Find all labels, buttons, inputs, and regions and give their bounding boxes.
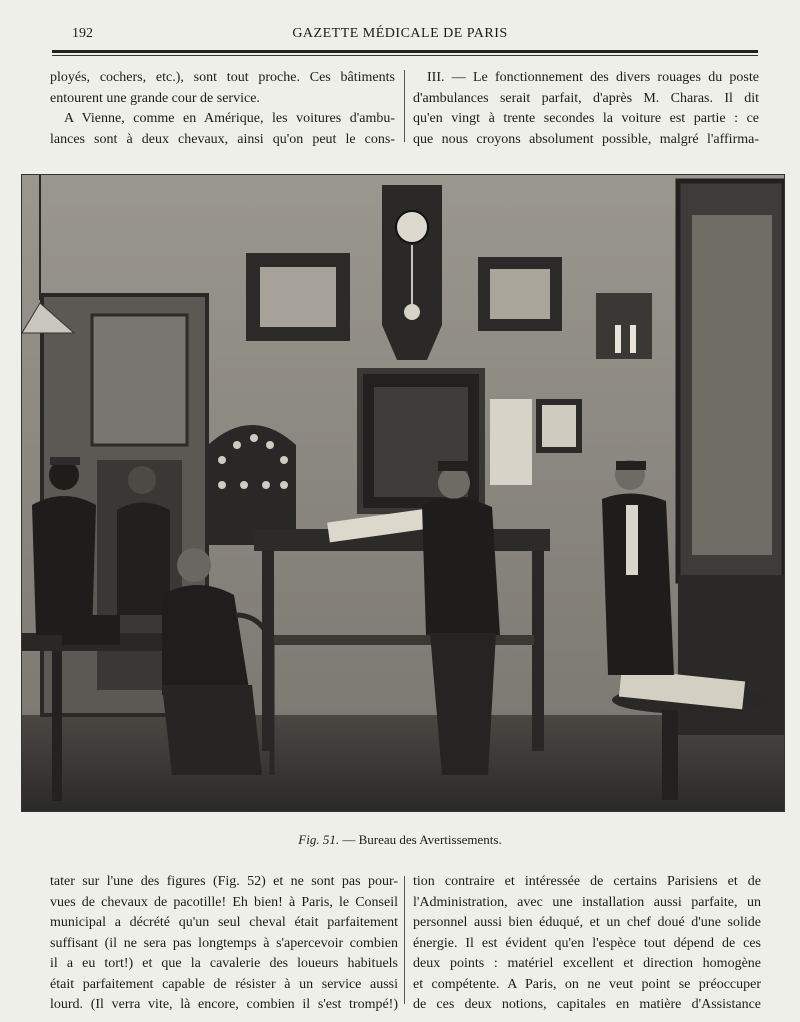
- text-line: municipal a décrété qu'un seul cheval était parfaitement: [50, 915, 398, 930]
- header-rule: [52, 50, 758, 53]
- text-line: deux points : matériel excellent et direction homogène: [413, 956, 761, 971]
- text-line: ployés, cochers, etc.), sont tout proche. Ces bâtiments: [50, 70, 395, 85]
- top-left-column: [50, 68, 395, 150]
- figure-label: Fig. 51.: [298, 832, 340, 847]
- text-line: l'Administration, avec une installation aussi parfaite, un: [413, 894, 761, 910]
- text-line: entourent une grande cour de service.: [50, 90, 260, 106]
- door-panel: [92, 315, 187, 445]
- text-line: était parfaitement capable de résister à un service aussi: [50, 976, 398, 992]
- text-line: énergie. Il est évident qu'en l'espèce tout dépend de ces: [413, 935, 761, 951]
- text-line: personnel aussi bien éduqué, et un chef doué d'une solide: [413, 915, 761, 930]
- text-line: A Vienne, comme en Amérique, les voitures d'ambu-: [64, 111, 395, 126]
- figure-caption: [0, 832, 800, 848]
- bottom-left-column: [50, 872, 398, 1016]
- text-line: suffisant (il ne sera pas longtemps à s'apercevoir combien: [50, 935, 398, 951]
- running-head: GAZETTE MÉDICALE DE PARIS: [292, 26, 508, 41]
- top-right-column: [413, 68, 759, 150]
- wall-shelf: [596, 293, 652, 359]
- page-number: 192: [72, 26, 93, 41]
- office-photo-illustration: [22, 175, 784, 811]
- text-line: tion contraire et intéressée de certains Parisiens et de: [413, 874, 761, 889]
- column-divider: [404, 876, 405, 1004]
- text-line: que nous croyons absolument possible, malgré l'affirma-: [413, 131, 759, 147]
- text-line: il a eu tort!) et que la cavalerie des loueurs habituels: [50, 956, 398, 971]
- text-line: d'ambulances serait parfait, d'après M. Charas. Il dit: [413, 90, 759, 106]
- text-line: tater sur l'une des figures (Fig. 52) et ne sont pas pour-: [50, 874, 398, 889]
- text-line: III. — Le fonctionnement des divers rouages du poste: [427, 70, 759, 85]
- header-rule-thin: [52, 55, 758, 56]
- text-line: qu'en vingt à trente secondes la voiture est partie : ce: [413, 111, 759, 126]
- writing-desk: [254, 529, 550, 551]
- text-line: de ces deux notions, capitales en matière d'Assistance: [413, 997, 761, 1012]
- text-line: vues de chevaux de pacotille! Eh bien! à Paris, le Conseil: [50, 894, 398, 910]
- text-line: lourd. (Il verra vite, là encore, combien il s'est trompé!): [50, 997, 398, 1012]
- caption-text: — Bureau des Avertissements.: [339, 832, 502, 847]
- photograph-figure: [21, 174, 785, 812]
- text-line: et compétente. A Paris, on ne veut point se préoccuper: [413, 976, 761, 992]
- bottom-right-column: [413, 872, 761, 1016]
- wall-notice: [490, 399, 532, 485]
- column-divider: [404, 70, 405, 142]
- text-line: lances sont à deux chevaux, ainsi qu'on peut le cons-: [50, 131, 395, 147]
